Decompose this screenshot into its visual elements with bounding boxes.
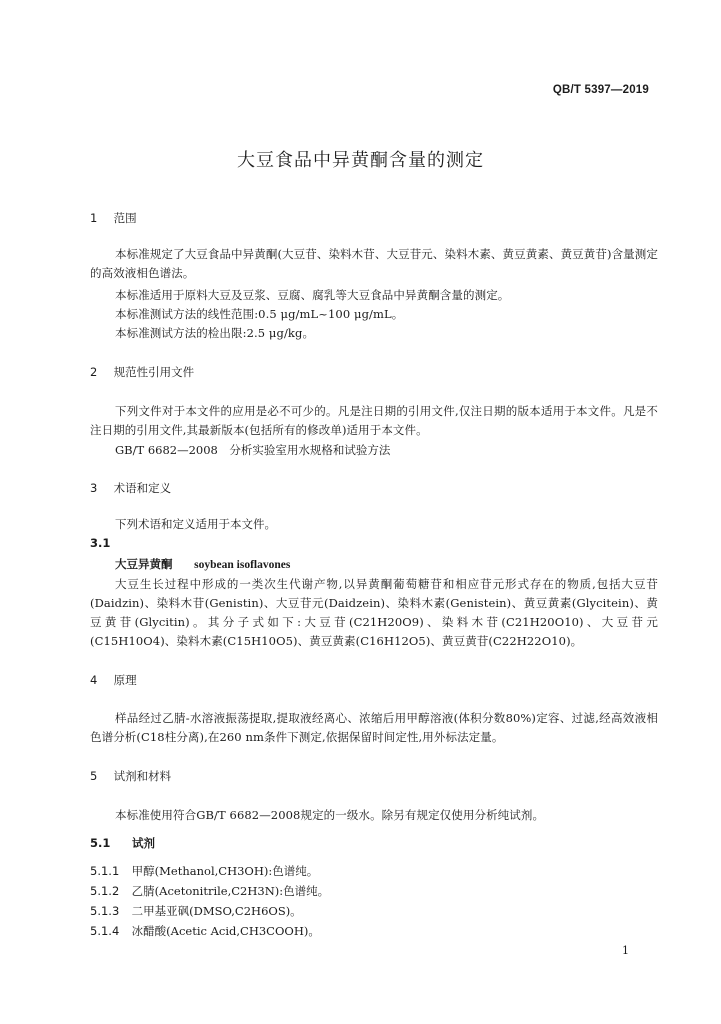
section-3-heading — [90, 480, 171, 496]
term-english: soybean isoflavones — [194, 559, 291, 571]
term-chinese: 大豆异黄酮 — [115, 557, 173, 571]
section-1-para-3: 本标准测试方法的线性范围:0.5 μg/mL~100 μg/mL。 — [115, 307, 404, 321]
item-number: 5.1.2 — [90, 884, 120, 898]
normative-reference: GB/T 6682—2008 分析实验室用水规格和试验方法 — [115, 443, 391, 457]
section-title: 术语和定义 — [113, 481, 172, 495]
section-number: 4 — [90, 673, 98, 687]
section-5-para: 本标准使用符合GB/T 6682—2008规定的一级水。除另有规定仅使用分析纯试剂。 — [115, 808, 545, 822]
section-number: 2 — [90, 365, 98, 379]
subsection-5-1-heading — [90, 835, 155, 851]
section-1-heading — [90, 210, 137, 226]
section-1-para-1: 本标准规定了大豆食品中异黄酮(大豆苷、染料木苷、大豆苷元、染料木素、黄豆黄素、黄豆黄苷)含量测定的高效液相色谱法。 — [90, 247, 658, 280]
section-title: 原理 — [113, 673, 137, 687]
section-number: 3 — [90, 481, 98, 495]
page-number: 1 — [622, 944, 629, 957]
section-1-para-2: 本标准适用于原料大豆及豆浆、豆腐、腐乳等大豆食品中异黄酮含量的测定。 — [115, 288, 510, 302]
section-title: 试剂和材料 — [113, 769, 172, 783]
subsection-number: 5.1 — [90, 836, 111, 850]
section-2-heading — [90, 364, 194, 380]
section-1-para-4: 本标准测试方法的检出限:2.5 μg/kg。 — [115, 326, 315, 340]
standard-code: QB/T 5397—2019 — [552, 84, 649, 96]
section-title: 范围 — [113, 211, 137, 225]
reagent-item — [90, 903, 302, 919]
section-3-intro: 下列术语和定义适用于本文件。 — [115, 517, 276, 531]
section-4-heading — [90, 672, 137, 688]
item-number: 5.1.4 — [90, 924, 120, 938]
document-title: 大豆食品中异黄酮含量的测定 — [237, 150, 484, 171]
section-number: 1 — [90, 211, 98, 225]
term-entry — [115, 556, 290, 572]
section-2-para-1: 下列文件对于本文件的应用是必不可少的。凡是注日期的引用文件,仅注日期的版本适用于本文件。凡是不注日期的引用文件,其最新版本(包括所有的修改单)适用于本文件。 — [90, 404, 658, 437]
item-text: 甲醇(Methanol,CH3OH):色谱纯。 — [131, 864, 319, 878]
subsection-title: 试剂 — [132, 836, 156, 850]
section-5-heading — [90, 768, 171, 784]
reagent-item — [90, 883, 329, 899]
section-4-para: 样品经过乙腈-水溶液振荡提取,提取液经离心、浓缩后用甲醇溶液(体积分数80%)定容、过滤,经高效液相色谱分析(C18柱分离),在260 nm条件下测定,依据保留时间定性,用外标法定量。 — [90, 711, 658, 744]
reagent-item — [90, 863, 318, 879]
term-definition: 大豆生长过程中形成的一类次生代谢产物,以异黄酮葡萄糖苷和相应苷元形式存在的物质,包括大豆苷(Daidzin)、染料木苷(Genistin)、大豆苷元(Daidzein)、染料木素(Genistein)、黄豆黄素(Glycitein)、黄豆黄苷(Glycitin)。其分子式如下:大豆苷(C21H20O9)、染料木苷(C21H20O10)、大豆苷元(C15H10O4)、染料木素(C15H10O5)、黄豆黄素(C16H12O5)、黄豆黄苷(C22H22O10)。 — [90, 577, 658, 648]
item-text: 二甲基亚砜(DMSO,C2H6OS)。 — [131, 904, 302, 918]
item-text: 冰醋酸(Acetic Acid,CH3COOH)。 — [131, 924, 320, 938]
reagent-item — [90, 923, 320, 939]
subsection-3-1-number: 3.1 — [90, 536, 111, 550]
item-text: 乙腈(Acetonitrile,C2H3N):色谱纯。 — [131, 884, 330, 898]
section-title: 规范性引用文件 — [113, 365, 195, 379]
item-number: 5.1.3 — [90, 904, 120, 918]
item-number: 5.1.1 — [90, 864, 120, 878]
section-number: 5 — [90, 769, 98, 783]
